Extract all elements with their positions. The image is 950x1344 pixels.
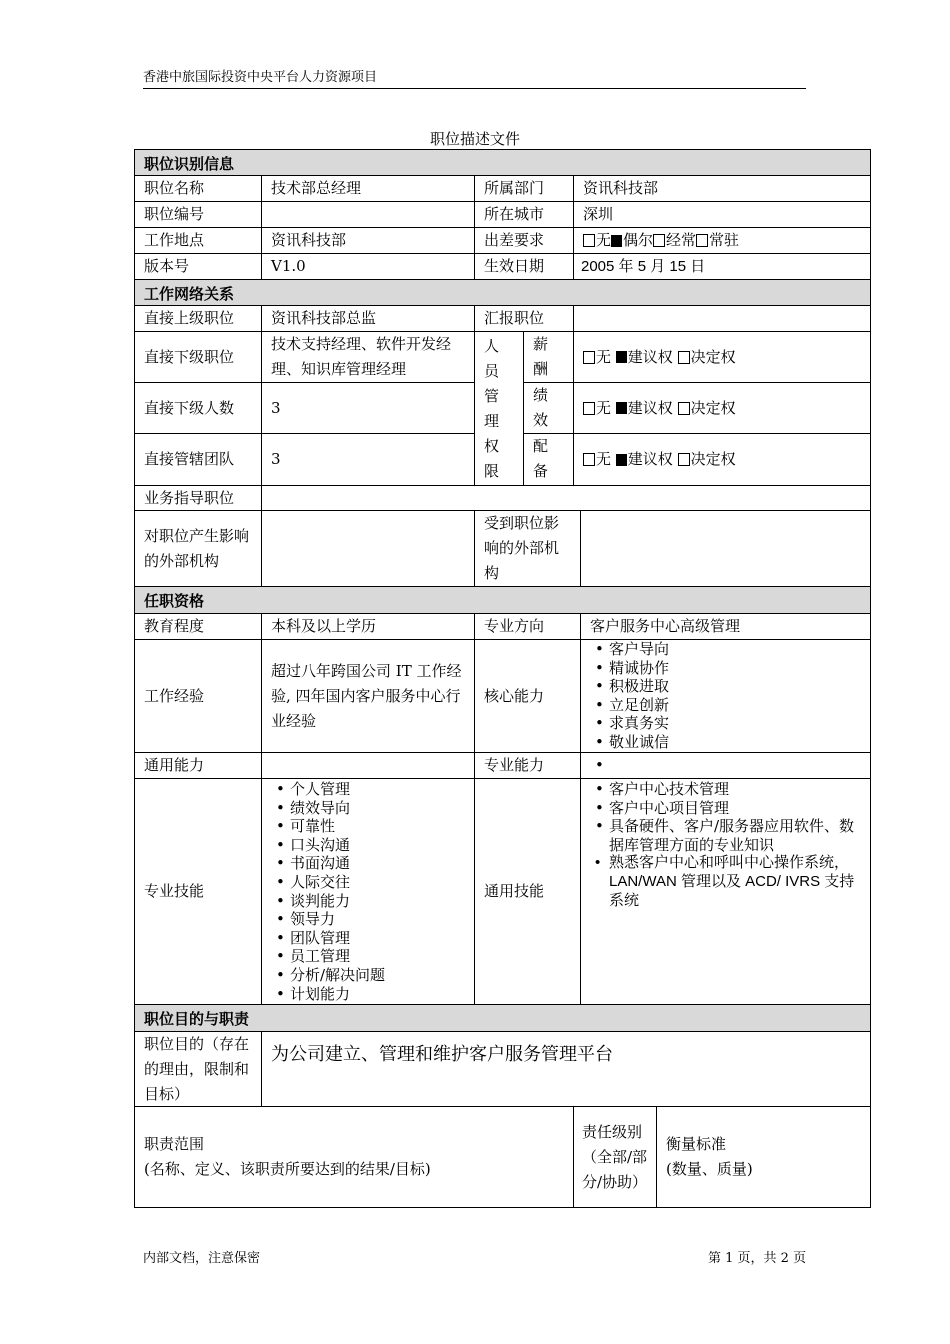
- checkbox-empty-icon: [583, 351, 595, 364]
- list-item: • 书面沟通: [274, 854, 474, 873]
- subordinate-count-label: 直接下级人数: [144, 398, 235, 417]
- external-impact-value: [262, 511, 474, 586]
- list-item: • 个人管理: [274, 780, 474, 799]
- list-item: • 精诚协作: [593, 659, 870, 678]
- list-item: • 求真务实: [593, 714, 870, 733]
- skills-list: [262, 780, 474, 1004]
- responsibility-scope-header: 职责范围 (名称、定义、该职责所要达到的结果/目标): [144, 1135, 431, 1178]
- effective-date-value: 2005 年 5 月 15 日: [581, 258, 706, 275]
- list-item: • 客户中心项目管理: [593, 799, 858, 818]
- document-title: 职位描述文件: [429, 130, 520, 148]
- list-item: • 可靠性: [274, 817, 474, 836]
- position-code-label: 职位编号: [144, 205, 205, 223]
- checkbox-filled-icon: [611, 235, 622, 247]
- professional-ability-list: [581, 756, 870, 778]
- report-label: 汇报职位: [484, 309, 545, 327]
- salary-label: 薪 酬: [533, 335, 549, 378]
- section-qualify: 任职资格: [135, 587, 870, 613]
- general-ability-label: 通用能力: [144, 756, 205, 774]
- checkbox-empty-icon: [678, 351, 690, 364]
- travel-label: 出差要求: [484, 231, 545, 249]
- purpose-label: 职位目的（存在的理由，限制和目标）: [144, 1034, 250, 1103]
- measure-standard-header: 衡量标准 (数量、质量): [666, 1135, 753, 1178]
- superior-value: 资讯科技部总监: [271, 309, 377, 327]
- salary-authority-options: 无 建议权 决定权: [574, 332, 870, 382]
- major-value: 客户服务中心高级管理: [590, 617, 741, 635]
- staffing-label: 配 备: [533, 437, 549, 480]
- subordinate-label: 直接下级职位: [144, 347, 235, 366]
- city-label: 所在城市: [484, 205, 545, 223]
- list-item: • 积极进取: [593, 677, 870, 696]
- list-item: • 客户导向: [593, 640, 870, 659]
- list-item: • 口头沟通: [274, 836, 474, 855]
- experience-label: 工作经验: [144, 686, 205, 705]
- page-header: 香港中旅国际投资中央平台人力资源项目: [143, 66, 806, 89]
- purpose-value: 为公司建立、管理和维护客户服务管理平台: [271, 1044, 613, 1065]
- list-item: • 员工管理: [274, 947, 474, 966]
- list-item: • 人际交往: [274, 873, 474, 892]
- core-ability-list: [581, 640, 870, 752]
- list-item: • 绩效导向: [274, 799, 474, 818]
- experience-value: 超过八年跨国公司 IT 工作经验, 四年国内客户服务中心行业经验: [271, 661, 462, 730]
- version-value: V1.0: [271, 257, 306, 275]
- education-label: 教育程度: [144, 617, 205, 635]
- general-skills-label: 通用技能: [484, 882, 545, 900]
- checkbox-empty-icon: [583, 402, 595, 415]
- list-item: • 具备硬件、客户/服务器应用软件、数据库管理方面的专业知识: [593, 817, 858, 854]
- subordinate-count-value: 3: [271, 398, 281, 417]
- checkbox-empty-icon: [696, 234, 708, 247]
- list-item: • 团队管理: [274, 929, 474, 948]
- position-name-value: 技术部总经理: [271, 179, 362, 197]
- checkbox-empty-icon: [583, 234, 595, 247]
- personnel-authority-label: 人 员 管 理 权 限: [484, 337, 500, 480]
- external-impact-label: 对职位产生影响的外部机构: [144, 526, 250, 570]
- checkbox-empty-icon: [653, 234, 665, 247]
- impacted-external-label: 受到职位影响的外部机构: [484, 514, 560, 582]
- general-skills-list: [581, 780, 870, 1004]
- skills-label: 专业技能: [144, 882, 205, 900]
- checkbox-filled-icon: [616, 454, 627, 466]
- list-item: • 客户中心技术管理: [593, 780, 858, 799]
- checkbox-filled-icon: [616, 402, 627, 414]
- list-item: • 熟悉客户中心和呼叫中心操作系统，LAN/WAN 管理以及 ACD/ IVRS 支持系统: [593, 854, 858, 910]
- checkbox-empty-icon: [583, 453, 595, 466]
- report-value: [574, 306, 870, 331]
- footer-page-number: 第 1 页，共 2 页: [708, 1251, 807, 1266]
- effective-date-label: 生效日期: [484, 257, 545, 275]
- list-item: • 领导力: [274, 910, 474, 929]
- staffing-authority-options: 无 建议权 决定权: [574, 434, 870, 485]
- list-item: • 谈判能力: [274, 892, 474, 911]
- section-network: 工作网络关系: [135, 280, 870, 306]
- core-ability-label: 核心能力: [484, 686, 545, 705]
- team-label: 直接管辖团队: [144, 450, 235, 468]
- travel-options: 无 偶尔 经常 常驻: [574, 228, 870, 253]
- guidance-value: [262, 486, 870, 510]
- impacted-external-value: [581, 511, 870, 586]
- list-item: • 敬业诚信: [593, 733, 870, 752]
- work-place-label: 工作地点: [144, 231, 205, 249]
- section-purpose: 职位目的与职责: [135, 1005, 870, 1031]
- checkbox-empty-icon: [678, 402, 690, 415]
- list-item: • 计划能力: [274, 985, 474, 1004]
- superior-label: 直接上级职位: [144, 309, 235, 327]
- professional-ability-label: 专业能力: [484, 756, 545, 774]
- department-label: 所属部门: [484, 179, 545, 197]
- department-value: 资讯科技部: [583, 179, 659, 197]
- list-item: • 分析/解决问题: [274, 966, 474, 985]
- guidance-label: 业务指导职位: [144, 488, 235, 507]
- subordinate-value: 技术支持经理、软件开发经理、知识库管理经理: [271, 335, 452, 378]
- major-label: 专业方向: [484, 617, 545, 635]
- checkbox-filled-icon: [616, 351, 627, 363]
- education-value: 本科及以上学历: [271, 617, 377, 635]
- performance-label: 绩 效: [533, 386, 549, 429]
- general-ability-value: [262, 753, 474, 778]
- position-name-label: 职位名称: [144, 179, 205, 197]
- responsibility-level-header: 责任级别（全部/部分/协助）: [582, 1122, 648, 1191]
- version-label: 版本号: [144, 257, 190, 275]
- work-place-value: 资讯科技部: [271, 231, 347, 249]
- city-value: 深圳: [583, 205, 614, 223]
- list-item: • 立足创新: [593, 696, 870, 715]
- section-identify: 职位识别信息: [135, 150, 870, 175]
- position-code-value: [262, 202, 474, 227]
- footer-confidential: 内部文档，注意保密: [143, 1251, 261, 1266]
- team-value: 3: [271, 450, 281, 468]
- performance-authority-options: 无 建议权 决定权: [574, 383, 870, 433]
- checkbox-empty-icon: [678, 453, 690, 466]
